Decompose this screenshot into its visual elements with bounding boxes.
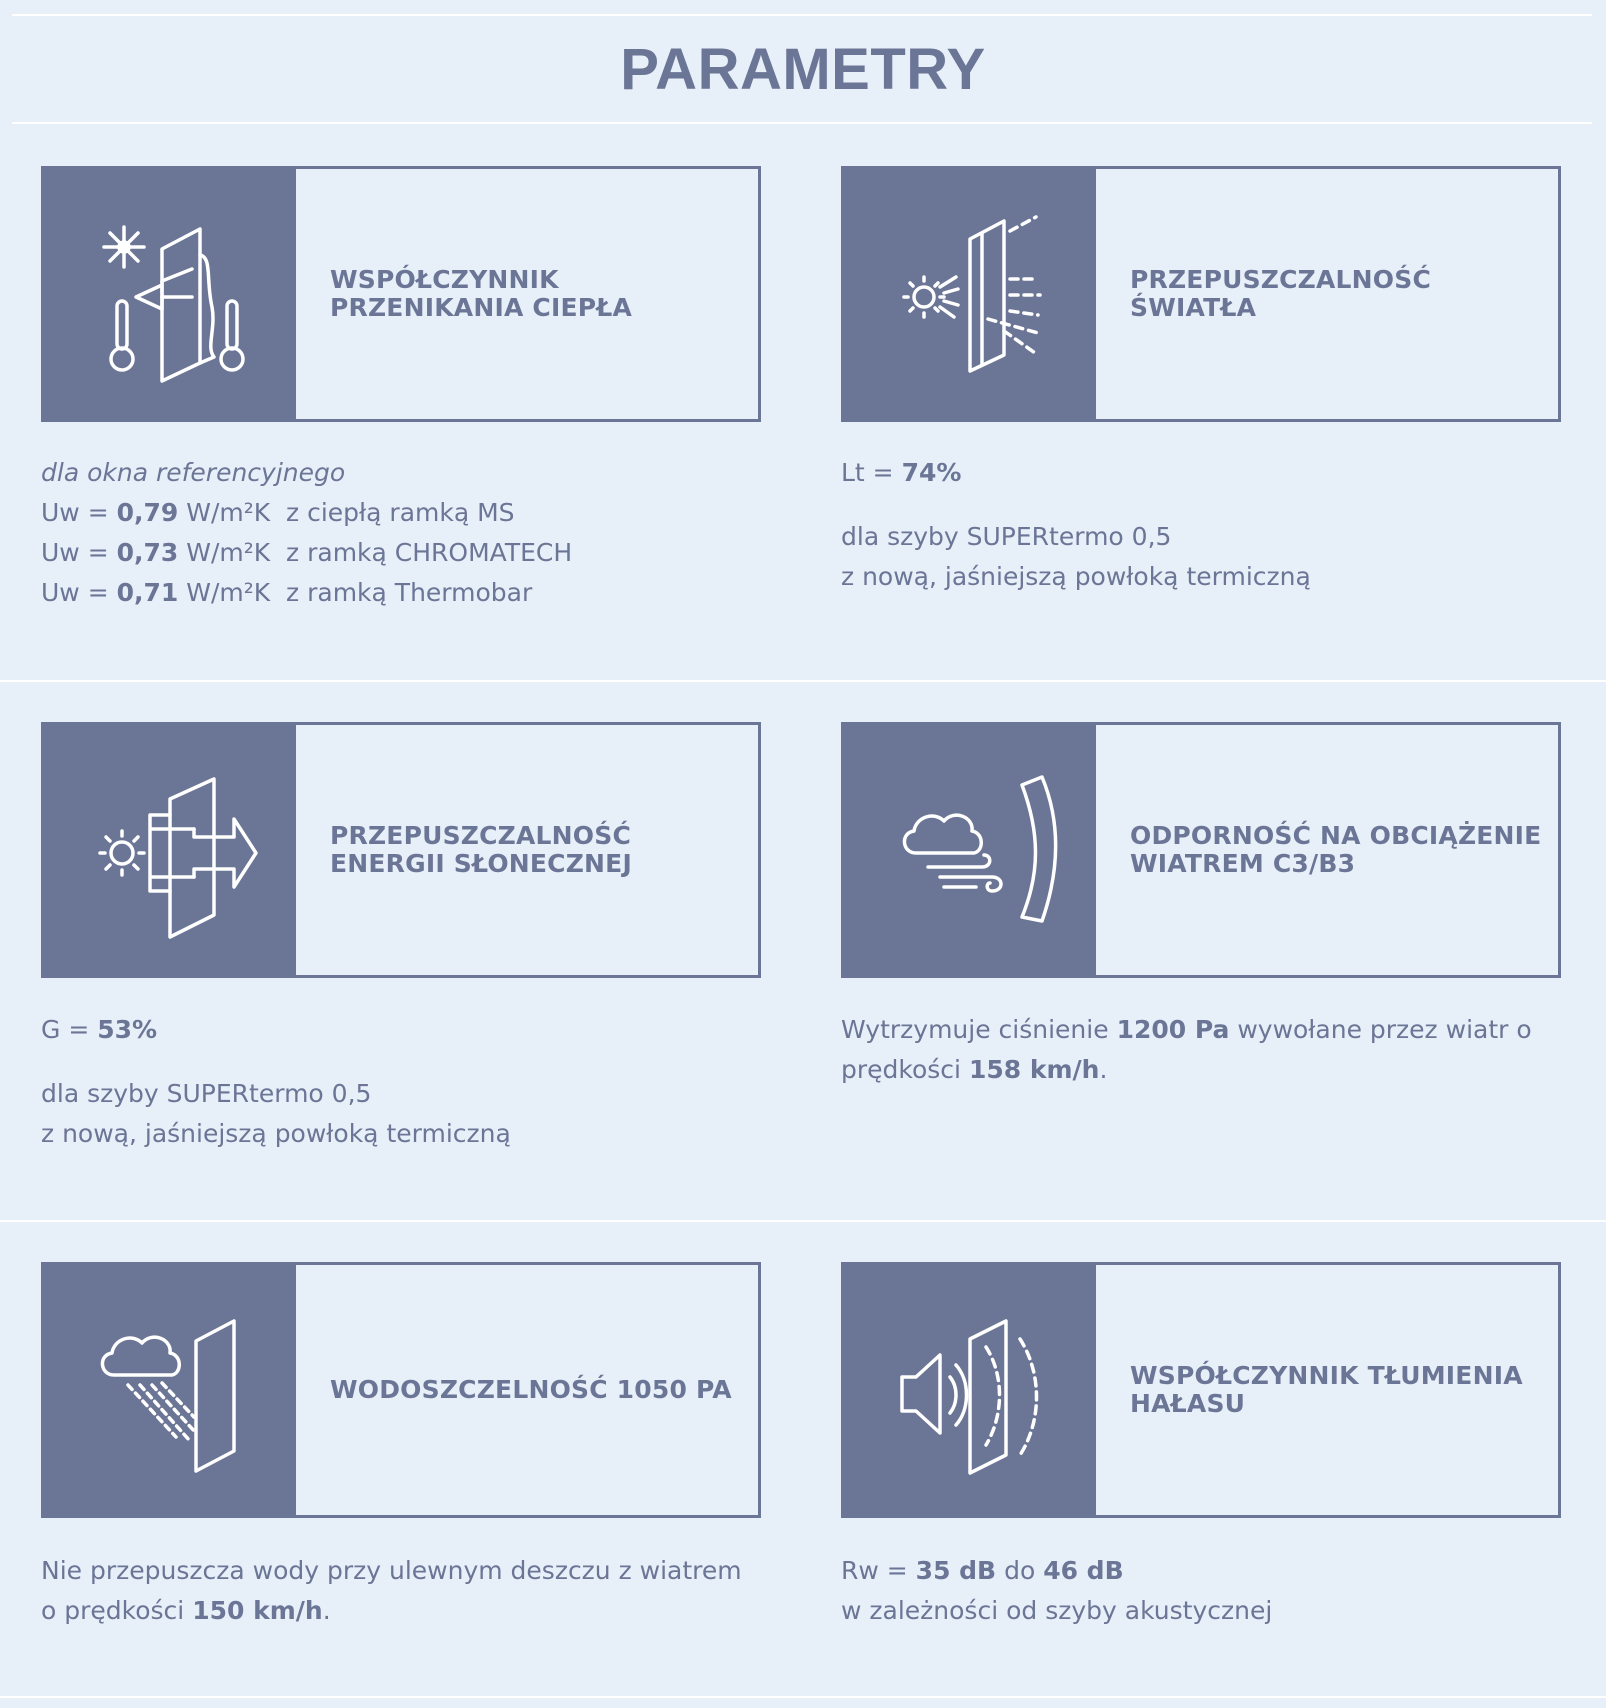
param-card-noise-reduction bbox=[841, 1262, 1561, 1518]
heat-transfer-icon bbox=[44, 169, 296, 419]
desc-line: dla szyby SUPERtermo 0,5 bbox=[41, 1079, 372, 1108]
desc-line: z nową, jaśniejszą powłoką termiczną bbox=[841, 562, 1311, 591]
icon-panel bbox=[844, 1265, 1096, 1515]
desc-intro: dla okna referencyjnego bbox=[41, 458, 346, 487]
desc-line: w zależności od szyby akustycznej bbox=[841, 1596, 1273, 1625]
card-title: WSPÓŁCZYNNIK PRZENIKANIA CIEPŁA bbox=[330, 265, 633, 322]
section-divider bbox=[0, 680, 1606, 682]
desc-value: G = 53% bbox=[41, 1015, 158, 1044]
light-transmission-icon bbox=[844, 169, 1096, 419]
card-title: PRZEPUSZCZALNOŚĆ ŚWIATŁA bbox=[1130, 265, 1432, 322]
desc-line: dla szyby SUPERtermo 0,5 bbox=[841, 522, 1172, 551]
param-card-wind-load bbox=[841, 722, 1561, 978]
param-description bbox=[841, 1010, 1541, 1090]
param-card-heat-transfer bbox=[41, 166, 761, 422]
page-title: PARAMETRY bbox=[620, 37, 986, 102]
desc-text: Wytrzymuje ciśnienie 1200 Pa wywołane przez wiatr o prędkości 158 km/h. bbox=[841, 1015, 1532, 1084]
desc-value: Rw = 35 dB do 46 dB bbox=[841, 1556, 1124, 1585]
card-title: WODOSZCZELNOŚĆ 1050 PA bbox=[330, 1375, 732, 1404]
icon-panel bbox=[44, 169, 296, 419]
param-description bbox=[41, 453, 761, 613]
desc-row: Uw = 0,73 W/m²K z ramką CHROMATECH bbox=[41, 538, 573, 567]
desc-row: Uw = 0,79 W/m²K z ciepłą ramką MS bbox=[41, 498, 515, 527]
param-card-light-transmission bbox=[841, 166, 1561, 422]
icon-panel bbox=[44, 725, 296, 975]
card-title: PRZEPUSZCZALNOŚĆ ENERGII SŁONECZNEJ bbox=[330, 821, 632, 878]
param-description bbox=[41, 1010, 761, 1154]
icon-panel bbox=[844, 169, 1096, 419]
param-card-rain-tightness bbox=[41, 1262, 761, 1518]
desc-text: Nie przepuszcza wody przy ulewnym deszczu z wiatrem o prędkości 150 km/h. bbox=[41, 1556, 742, 1625]
card-title: WSPÓŁCZYNNIK TŁUMIENIA HAŁASU bbox=[1130, 1361, 1523, 1418]
param-description bbox=[841, 453, 1561, 597]
icon-panel bbox=[844, 725, 1096, 975]
param-description bbox=[841, 1551, 1561, 1631]
card-title: ODPORNOŚĆ NA OBCIĄŻENIE WIATREM C3/B3 bbox=[1130, 821, 1542, 878]
param-card-solar-energy bbox=[41, 722, 761, 978]
rain-tightness-icon bbox=[44, 1265, 296, 1515]
section-divider bbox=[0, 1220, 1606, 1222]
wind-load-icon bbox=[844, 725, 1096, 975]
solar-energy-icon bbox=[44, 725, 296, 975]
desc-line: z nową, jaśniejszą powłoką termiczną bbox=[41, 1119, 511, 1148]
top-divider bbox=[12, 14, 1592, 16]
bottom-divider bbox=[0, 1696, 1606, 1698]
noise-reduction-icon bbox=[844, 1265, 1096, 1515]
icon-panel bbox=[44, 1265, 296, 1515]
title-divider bbox=[12, 122, 1592, 124]
desc-row: Uw = 0,71 W/m²K z ramką Thermobar bbox=[41, 578, 533, 607]
param-description bbox=[41, 1551, 761, 1631]
desc-value: Lt = 74% bbox=[841, 458, 962, 487]
